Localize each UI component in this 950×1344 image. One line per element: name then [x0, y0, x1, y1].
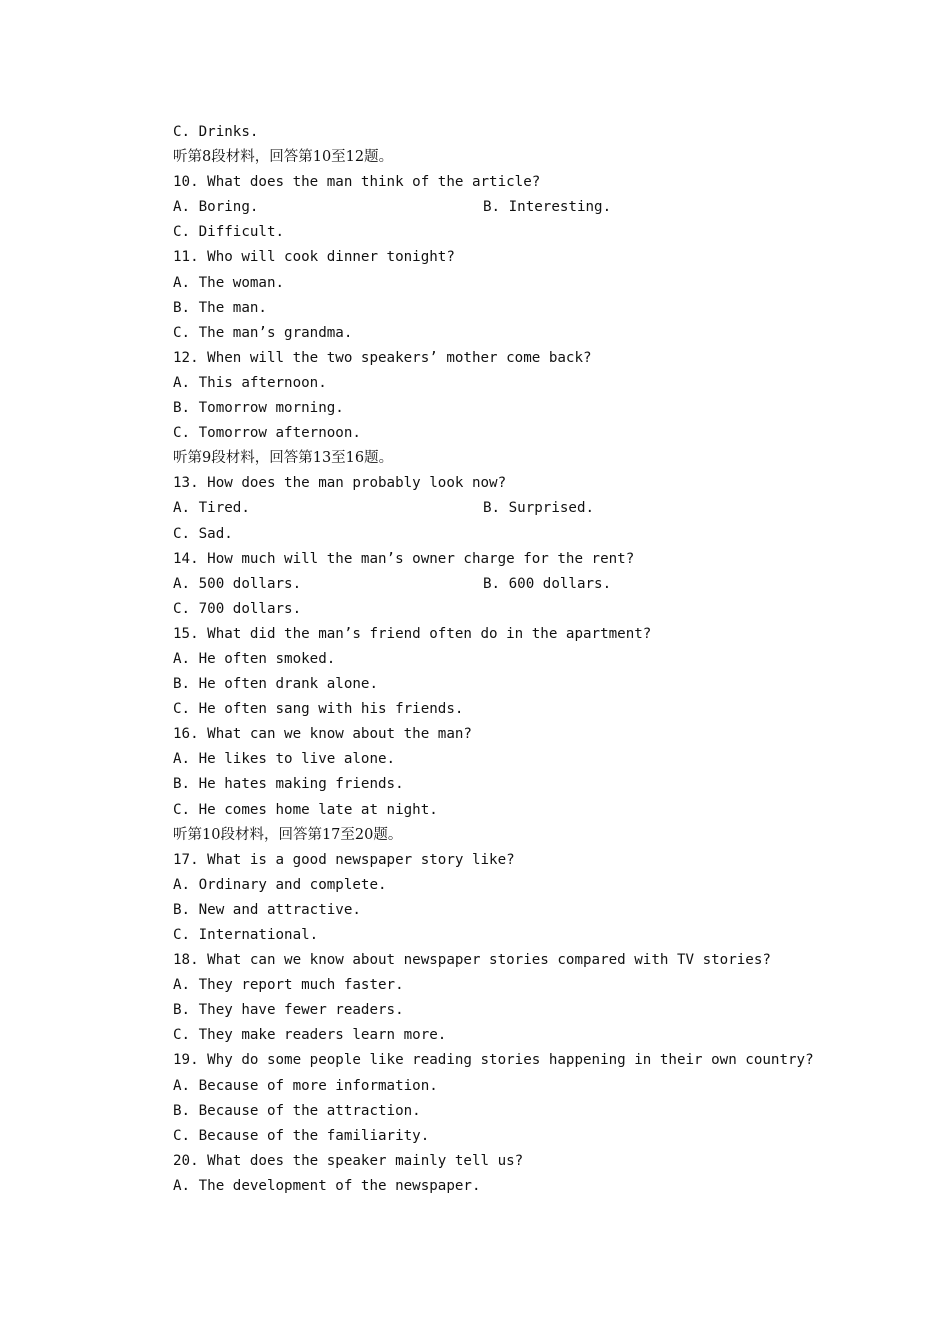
option-line — [173, 296, 873, 321]
option-line — [173, 1174, 873, 1199]
option-line — [173, 647, 873, 672]
option-line — [173, 772, 873, 797]
option-text: C. Sad. — [173, 525, 233, 542]
question-text: 14. How much will the man’s owner charge for the rent? — [173, 550, 635, 567]
option-text: B. New and attractive. — [173, 901, 361, 918]
option-text: A. They report much faster. — [173, 977, 404, 994]
option-line — [173, 747, 873, 772]
option-text: A. 500 dollars. — [173, 575, 302, 592]
option-line — [173, 1023, 873, 1048]
option-line — [173, 1074, 873, 1099]
section-instruction — [173, 446, 873, 471]
option-text: A. Boring. — [173, 199, 259, 216]
question-text: 18. What can we know about newspaper stories compared with TV stories? — [173, 952, 771, 969]
option-text: B. He hates making friends. — [173, 776, 404, 793]
option-text: A. The woman. — [173, 274, 285, 291]
option-text: C. The man’s grandma. — [173, 324, 353, 341]
question-line — [173, 848, 873, 873]
option-line — [173, 396, 873, 421]
section-text: 听第8段材料，回答第10至12题。 — [173, 149, 394, 166]
option-text: B. Interesting. — [483, 199, 612, 216]
option-text: C. He often sang with his friends. — [173, 701, 464, 718]
option-text: C. He comes home late at night. — [173, 801, 438, 818]
option-line — [173, 421, 873, 446]
question-line — [173, 471, 873, 496]
option-line — [173, 371, 873, 396]
option-line — [173, 321, 873, 346]
section-instruction — [173, 145, 873, 170]
question-text: 20. What does the speaker mainly tell us? — [173, 1152, 524, 1169]
option-text: B. He often drank alone. — [173, 676, 378, 693]
option-line — [173, 1099, 873, 1124]
question-text: 17. What is a good newspaper story like? — [173, 851, 515, 868]
option-text: B. Surprised. — [483, 500, 595, 517]
option-line — [173, 271, 873, 296]
section-instruction — [173, 823, 873, 848]
option-line — [173, 522, 873, 547]
question-line — [173, 245, 873, 270]
option-text: C. International. — [173, 927, 319, 943]
question-line — [173, 547, 873, 572]
option-line — [173, 923, 873, 948]
question-text: 13. How does the man probably look now? — [173, 475, 507, 492]
question-text: 16. What can we know about the man? — [173, 726, 472, 743]
option-text: B. They have fewer readers. — [173, 1002, 404, 1019]
question-text: 15. What did the man’s friend often do in the apartment? — [173, 625, 652, 642]
option-line — [173, 873, 873, 898]
option-text: C. Because of the familiarity. — [173, 1127, 430, 1144]
section-text: 听第9段材料，回答第13至16题。 — [173, 450, 394, 467]
option-line — [173, 195, 873, 220]
option-line — [173, 496, 873, 521]
question-text: 12. When will the two speakers’ mother come back? — [173, 349, 592, 366]
option-text: C. Difficult. — [173, 224, 285, 241]
option-text: A. Ordinary and complete. — [173, 876, 387, 893]
question-line — [173, 948, 873, 973]
option-text: A. The development of the newspaper. — [173, 1177, 481, 1194]
option-line — [173, 597, 873, 622]
document-body — [173, 120, 873, 1199]
option-text: C. 700 dollars. — [173, 600, 302, 617]
option-text: C. Tomorrow afternoon. — [173, 425, 361, 442]
option-text: B. The man. — [173, 299, 267, 316]
question-line — [173, 1149, 873, 1174]
option-text: B. 600 dollars. — [483, 575, 612, 592]
option-line — [173, 672, 873, 697]
question-line — [173, 346, 873, 371]
section-text: 听第10段材料，回答第17至20题。 — [173, 826, 403, 843]
option-line — [173, 572, 873, 597]
option-text: C. Drinks. — [173, 124, 259, 140]
option-line — [173, 998, 873, 1023]
option-text: A. This afternoon. — [173, 374, 327, 391]
option-text: C. They make readers learn more. — [173, 1027, 447, 1044]
question-line — [173, 722, 873, 747]
question-text: 10. What does the man think of the article? — [173, 174, 541, 191]
option-text: A. Because of more information. — [173, 1077, 438, 1094]
question-line — [173, 1048, 873, 1073]
option-line — [173, 798, 873, 823]
option-text: A. Tired. — [173, 500, 250, 517]
option-text: A. He likes to live alone. — [173, 751, 396, 768]
option-line — [173, 220, 873, 245]
option-text: A. He often smoked. — [173, 650, 336, 667]
question-line — [173, 622, 873, 647]
option-line — [173, 1124, 873, 1149]
question-text: 11. Who will cook dinner tonight? — [173, 249, 455, 266]
question-line — [173, 170, 873, 195]
question-text: 19. Why do some people like reading stories happening in their own country? — [173, 1052, 814, 1069]
option-text: B. Because of the attraction. — [173, 1102, 421, 1119]
option-line — [173, 898, 873, 923]
option-line — [173, 973, 873, 998]
option-text: B. Tomorrow morning. — [173, 400, 344, 417]
option-line — [173, 697, 873, 722]
option-line — [173, 120, 873, 145]
